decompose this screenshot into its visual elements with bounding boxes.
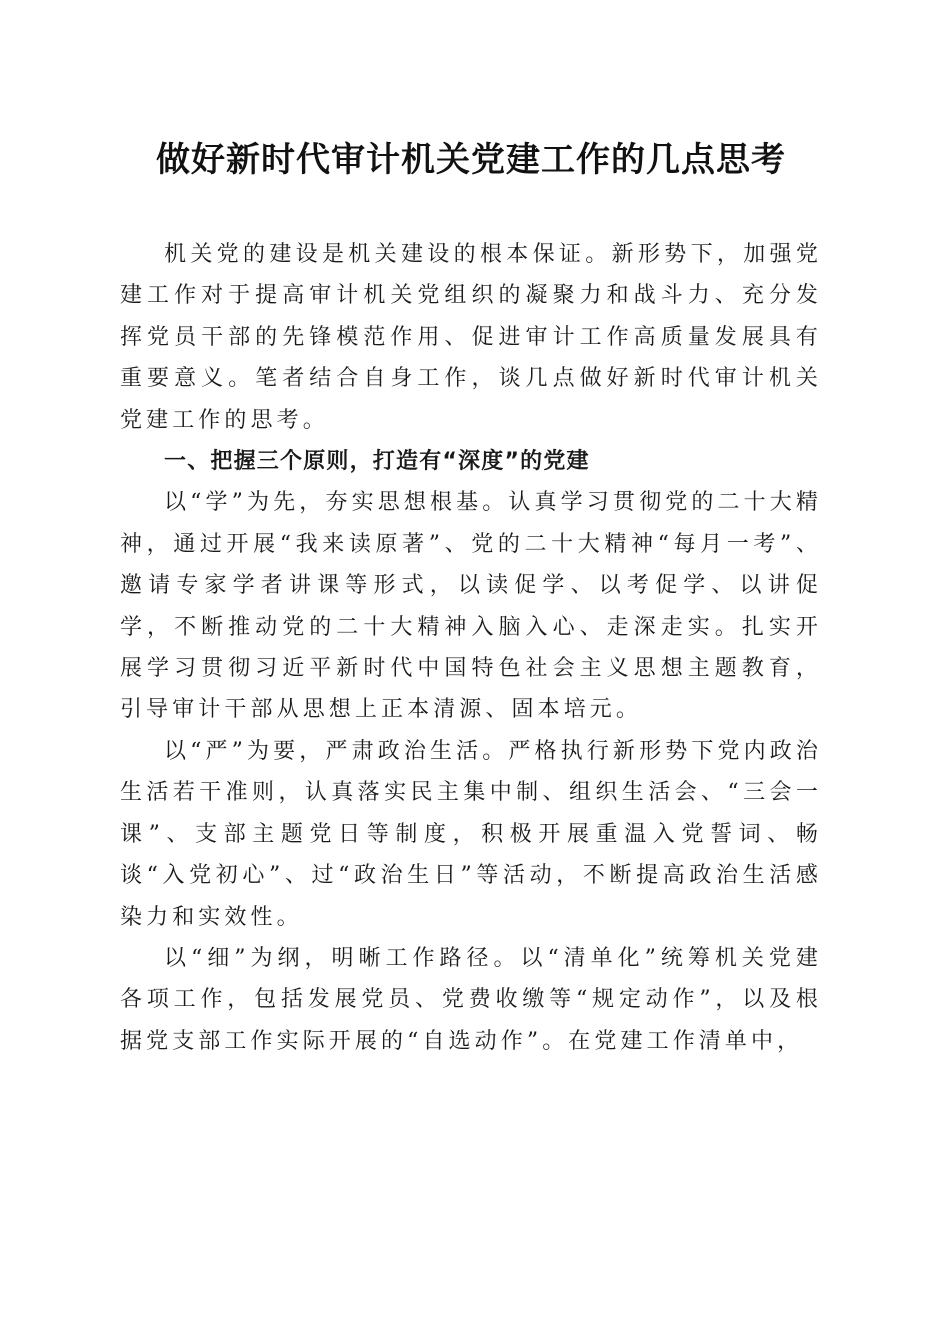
document-body — [120, 234, 822, 1062]
document-title: 做好新时代审计机关党建工作的几点思考 — [156, 140, 786, 180]
body-paragraph: 以“学”为先，夯实思想根基。认真学习贯彻党的二十大精神，通过开展“我来读原著”、党的二十大精神“每月一考”、邀请专家学者讲课等形式，以读促学、以考促学、以讲促学，不断推动党的二十大精神入脑入心、走深走实。扎实开展学习贯彻习近平新时代中国特色社会主义思想主题教育，引导审计干部从思想上正本清源、固本培元。 — [120, 490, 822, 723]
section-heading: 一、把握三个原则，打造有“深度”的党建 — [164, 449, 590, 475]
intro-paragraph: 机关党的建设是机关建设的根本保证。新形势下，加强党建工作对于提高审计机关党组织的凝聚力和战斗力、充分发挥党员干部的先锋模范作用、促进审计工作高质量发展具有重要意义。笔者结合自身工作，谈几点做好新时代审计机关党建工作的思考。 — [120, 242, 822, 433]
body-paragraph: 以“严”为要，严肃政治生活。严格执行新形势下党内政治生活若干准则，认真落实民主集中制、组织生活会、“三会一课”、支部主题党日等制度，积极开展重温入党誓词、畅谈“入党初心”、过“政治生日”等活动，不断提高政治生活感染力和实效性。 — [120, 738, 822, 930]
document-page — [120, 0, 822, 1062]
body-paragraph: 以“细”为纲，明晰工作路径。以“清单化”统筹机关党建各项工作，包括发展党员、党费收缴等“规定动作”，以及根据党支部工作实际开展的“自选动作”。在党建工作清单中， — [120, 945, 822, 1054]
